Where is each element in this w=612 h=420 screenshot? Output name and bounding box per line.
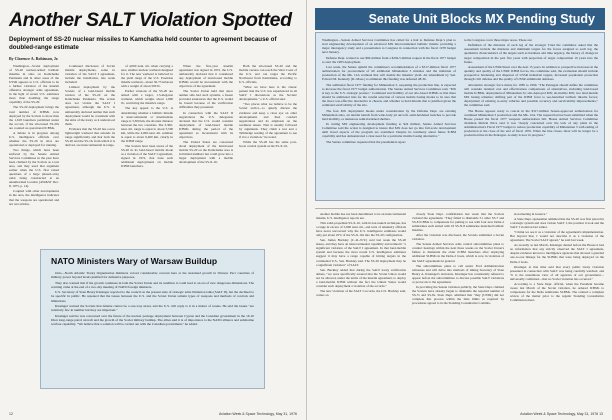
paragraph: As recently as last March, Kissinger denied before the House it had no information that any strictly observed the SALT I agreement, despite evidence known to intelligence agencies that showed a guarded one-to-one linkage for the SLBMs that were being deployed on the Delta-2 boats.: [510, 243, 604, 264]
paragraph: to the Congress cover three major areas. These are:: [464, 38, 533, 42]
paragraph: Alternative strategic force mixes for 1985 to 1990. "The Pentagon should define the committee will consider detailed cost and effectiveness comparisons of alternatives, including land-based mobile ICBMs, deployment of Minuteman 3s; silo-deployed MX; air-mobile MX; two land-mobile MX basing schemes; shifting part of the ICBM force to sea-launched ballistic missile forces; deployment of existing re-entry vehicles and possible accuracy and survivability improvements," the committee said.: [464, 82, 598, 108]
page-number: 12: [9, 412, 13, 416]
article-column-8: [510, 212, 604, 406]
paragraph: Both the silo-based SS-20 and the mobile version can reach the West Coast of the U.S. and can target the Pacific Northwest from Kamchatka, according to U.S. officials.: [239, 64, 297, 85]
article-column-2: [65, 64, 115, 246]
paragraph: Continued disclosure of Soviet missile deployments, some in violation of the SALT I agreement, include the installation, late week included:: [65, 64, 115, 85]
paragraph: Last week, the Senate upheld the committee's recommendation of a $317-million fiscal 1977 authorization for procurement of 60 additional Minuteman 3 missiles and the initiation of production of the Mk. 12A warhead that will double the missiles' yield. An amendment by Sen. Edward M. Kennedy (D.-Mass.) to eliminate this funding was defeated 48-36.: [322, 64, 456, 82]
article-column-5: [239, 64, 297, 246]
sidebar-box: [40, 249, 265, 389]
paragraph: The Senate committee requested that the presidential report: [326, 139, 406, 144]
paragraph: When the five-year interim agreement was signed in 1972, the U.S. unilaterally declared that it considered any deployment of land-based mobile ICBMs would be inconsistent with the objectives of the agreement.: [179, 64, 233, 89]
paragraph: The Soviet Union held that since neither side had such systems, a freeze provided assurances that the U.S. would be bound because of the verification difficulties they presented.: [179, 89, 233, 110]
paragraph: U.S. Secretary of State Henry Kissinger reported to the council on the present state of strategic arms limitation talks (SALT II), but the declined to be specific in public. He repeated that the issues between the U.S. and the Soviet Union remain types of weapons and methods of controls and limitations.: [51, 290, 254, 303]
paragraph: Sen. James Buckley (C.-R.-N.Y.) said last week the SS-20 issues, and they have an intercontinental capability and termed it "a significant violation of the SALT I agreement. In that land-mobile system and because the most recent U.S. intelligence estimates suggest it may have a range capable of hitting targets in the continental U.S., Sen. Buckley said. The SS-20 deployment may be a significant violation" of SALT.: [316, 238, 406, 267]
article-column-3: [121, 64, 173, 246]
paragraph: They also warned that if the growth continues in both the Soviet Union and its satellites it could lead to an era of new dangerous dimensions. The warning came at the end of a two-day meeting of NATO foreign ministers.: [51, 280, 254, 289]
right-page: [306, 0, 612, 420]
paragraph: According to a State Dept. official, when the President became aware last March of the Soviet violation, he ordered ICBMs to compensate for the Delta submarine SLBMs. The ordered a complete review of the matter prior to the regular Standing Consultative Commission meet-: [510, 281, 604, 302]
paragraph: of 4,000 naut. mi. when carrying a new, smaller nuclear warhead designed for it. The new warhead is believed in the yield range of the U.S. Poseidon missile warhead—about 50-75 kilotons with a weight of about 500 lb.: [121, 64, 173, 89]
article-column-6: [316, 212, 406, 406]
paragraph: The Soviets have been aware of the SS-20 in its land-based mobile mode as a violation of the SALT I agreement, signed in 1972, that bans such additional deployments on mobile ICBM launchers.: [121, 143, 173, 169]
article-column-1: [9, 64, 59, 246]
paragraph: The SS-20 deployment brings the total number of ICBMs now deployed by the Soviets to more than the 1,618 launchers permitted under the accord, if the silo-based SS-20s are counted as operational ICBMs.: [9, 105, 59, 130]
paragraph: Kissinger at that time said that every public treaty violation presented in connection with SALT was being carefully watched, and "it is the unanimous view of all agencies of our government—universally confirmed—that no Soviet violation has occurred.": [510, 264, 604, 281]
paragraph: Evidence that the SS-20 has a new lightweight warhead that extends its range significantly and that both the SS-20 and the SS-16, from which it is derived, are intercontinental in range.: [65, 126, 115, 147]
paragraph: sion meeting in Geneva.": [514, 212, 548, 216]
paragraph: Washington—Soviet deployment of SS-20 nuclear-armed ballistic missiles in silos on Kamchatka Peninsula and in other areas of the USSR appears to U.S. officials to be a further violation of the interim offensive strategic arms agreement, in the light of recent U.S. estimates more than doubling the range capability of the SS-20.: [9, 64, 59, 105]
byline: By Clarence A. Robinson, Jr.: [9, 56, 59, 61]
paragraph: A debate is in progress among U.S. intelligence officials over whether the SS-20 in silos are operational or deployed for training.: [9, 130, 59, 147]
paragraph: another mobile has not been determined to be an intercontinental missile, U.S. intelligence reports are.: [316, 212, 406, 221]
article-column-4: [179, 64, 233, 246]
paragraph: Oslo—North Atlantic Treaty Organization ministers voiced considerable concern here at the sustained growth in Warsaw Pact countries of military power beyond levels justified for defensive purposes.: [51, 271, 254, 280]
paragraph: Defense Dept. wanted to use $84 million from a $294.5 million request in the fiscal 1977 budget to start the 1983 deployment.: [322, 55, 456, 64]
paragraph: Washington—Senate Armed Services Committee has called for a halt to Defense Dept.'s plan to start engineering development of an advanced MX intercontinental ballistic missile providing a major interagency study and a presentation to Congress in connection with the fiscal 1978 budget next January.: [322, 38, 456, 55]
sidebar-title: NATO Ministers Wary of Warsaw Buildup: [51, 256, 218, 266]
paragraph: Assessment of the USSR threat over the next 15 years. In addition to prospective increases in the quantity and quality of the USSR ICBM forces, the committee said, the evaluation should include prospective hardening and dispersal of USSR industrial targets, increased population protection through civil defense and the quality of USSR antimissile defenses.: [464, 64, 598, 82]
paragraph: The United States are concerned about deployment of the land-based mobile SS-20 on the Kamchatka area is in limited numbers but could grow into a larger deployment with a mobile development of the SS-X-16.: [179, 139, 233, 165]
paragraph: closely State Dept. confirmation last week that the Soviets violated the agreement. "They failed to dismantle 51 older SS-7 and SS-8 ICBMs to compensate for putting to sea with four new Delta-2 submarines each armed with 16 SS-N-8 submarine-launched ballistic missiles.: [412, 212, 504, 233]
paragraph: The subcommittee plans to call senior Ford Administration witnesses and will delve into methods of timing Secretary of State Henry A. Kissinger's decisions. Kissinger has consistently refused to appear before the subcommittee to discuss possible SALT violations or protocols to the agreement.: [412, 263, 504, 284]
paragraph: In providing the Senate violation publicly, the State Dept. claimed the Soviets have already begun to dismantle the required number of SS-7s and SS-8s. State Dept. admitted that "they [USSR] did not complete this process within the time limits as required by procedures agreed to in the Standing Consultative Commis-: [412, 284, 504, 305]
paragraph: The four MX deployment modes under consideration by the Defense Dept. are existing Minuteman silos, air mobile launch from wide-body jet aircraft, semi-hardened trenches to provide land mobility, or numerous semi-hardened shelters.: [322, 108, 456, 121]
paragraph: Definition of the missions of each leg of the strategic Triad the committee asked that the assessment include the missions and minimum targets for the forces assigned to each leg, the qualitative characteristics of the targets such as hardness and time urgency, the history of change in target composition in the past five years with projection of target composition 10 years into the future.: [464, 43, 598, 64]
page-headline: Another SALT Violation Spotted: [9, 9, 292, 31]
page-footer: Aviation Week & Space Technology, May 31, 1976: [219, 412, 297, 416]
box-column-1: [322, 38, 456, 198]
paragraph: In cutting MX engineering development funding to $24 million, Senate Armed Services Committee said the action is designed to insure that MX does not go into full-scale development until broad aspects of the program are examined. Despite its testimony about future ICBM capability and has demonstrated a clear need for a particular mobile basing alternative.": [322, 121, 456, 139]
paragraph: A State Dept. spokesman admitted that the SS-20 was first placed in a strategic system and does violate SALT I, the position it took and the SALT I violation last winter.: [510, 217, 604, 230]
paragraph: "I think we see it as a violation of the agreement's implementation. But beyond that, I would not describe it as a violation of the agreement. The Soviet SALT agreed," he said last week.: [510, 230, 604, 243]
paragraph: The key appeal to the U.S. is determining whether a ballistic missile is intercontinental or intermediate range is 3,300 km, the shortest distance between the two countries. The 3,300-naut. mi. range is equal to about 5,500 km, while the 4,000-naut. mi. estimate is equal to about 6,400 km, clearly in the ICBM range.: [121, 106, 173, 143]
paragraph: The additional fiscal 1977 funding for Minuteman 3, reopening the production line, is expected to increase the fiscal 1977 budget authorization. The Senate Armed Services Committee said, "MX is key to the U.S. strategic posture." Continued survivability of our silo-based ICBMs as that there should be additional tries for the careful selection of various mobile basing modes to be sure that the most cost-effective alternative is chosen, and whether to hold missile that is justified given the estimated survivability of the silo.: [322, 82, 456, 108]
paragraph: "Two places what we believe to be the Soviet tactics—to quietly discuss the evidence and keep a close eye on other developments and then conduct negotiations and its emphasis on the readiness issues. That is usually followed by arguments. They claim a test and a Tallmadge reading of the agreement to see if it is a violation," he noted.: [239, 102, 297, 139]
paragraph: The Senate Armed Services arms control subcommittee plans to conduct hearings within the next three weeks on the Soviet Union's failure to dismantle the older ICBM launchers after deploying additional SLBMs in the Delta-2 boats, which is now in violation of the SALT agreements in general.: [412, 242, 504, 263]
paragraph: Coupled with other developments in the area, the intelligence indicates that the weapons are operational and not test articles.: [9, 189, 59, 206]
paragraph: While the SS-20 has the same post-boost control system as the SS-X-16,: [239, 139, 297, 148]
paragraph: The House appears ready to concur in the $317-million Senate-approved authorization for continued Minuteman 3 production and the Mk. 12A. The request had not been submitted when the House passed the fiscal 1977 weapons authorization bill. House Armed Services Committee chairman Melvin Price said it was "deeply concerned over the lack of any plans in the Administration's Fiscal 1977 budget to reduce production capability of Minuteman 3 with ending of production at the close of the end of fiscal 1976. When the line closes, there will no longer be a production line in the Pentagon. A study is now in progress.": [464, 108, 598, 138]
boxed-article: [315, 32, 605, 201]
paragraph: Kissinger warned the Soviets that détente cannot be a one-way street, and the U.S. will reply to it in a matter of weeks. He said the issues "are relatively few in number but they are important.": [51, 304, 254, 313]
box-column-2: [464, 38, 598, 198]
paragraph: Sen. Buckley added that during the SALT treaty verification debate, "we were specifically assured that the Soviet Union would not be allowed, under the terms of the interim agreement, to deploy a land-mobile ICBM without the fact the United States would consider such deployment a violation of the accords.": [316, 267, 406, 288]
paragraph: "What we have here is the classic pattern that the U.S. has experienced in all SALT I discussions as the Soviets' developments," a U.S. official said.: [239, 85, 297, 102]
paragraph: Limited deployment by the Soviets of a land-based mobile version of the SS-20 on the Kamchatka Peninsula. The action does not violate the SALT I agreement, although the U.S. is unilaterally declared neither that such deployment would be consistent with the aims of the treaty as it understood them.: [65, 85, 115, 126]
article-column-7: [412, 212, 504, 406]
paragraph: Two things, which have been surfaced by the Senate Armed Services Committee in the past have been claimed by the Soviets as a test area, and they used that argument earlier when the U.S. first raised questions of a large phased-array radar being constructed at an unauthorized location (AW&ST Dec. 8, 1975, p. 14).: [9, 147, 59, 189]
subheadline: Deployment of SS-20 nuclear missiles to Kamchatka held counter to agreement because of doubled-range estimate: [9, 36, 277, 51]
paragraph: Earlier versions of the SS-20 are armed with a larger, 1.5-megaton warhead, which weighs about 1,000 lb., restricting the missile's range.: [121, 89, 173, 106]
paragraph: Kissinger said he was concerned over the future of the nuclear package deployment between Cyprus and the Canadian government in the 16-10 Dion long-range patrol aircraft and the growth of the Soviet military buildup. The allies said it is of importance to the NATO alliance and submarine warfare capability. "We believe that a solution will be carried out with the Canadian government," he added.: [51, 313, 254, 327]
divider: [315, 208, 605, 209]
sidebar-body: [51, 271, 254, 327]
paragraph: The new violation of the SALT I accords, the U.S. Buckley said, comes on: [316, 288, 406, 297]
paragraph: This solid-propellant SS-X-16, with its hot-launch technique, has a range in excess of 5,000 naut. mi., and tests of telemetry officials have never uncovered why the U.S. intelligence estimates would only put about 25% of the SS-X-16s into the SS-20 configuration.: [316, 221, 406, 238]
paragraph: After the violation was disclosed, the Soviets submitted a Soviet violation.: [412, 233, 504, 242]
box-headline: Senate Unit Blocks MX Pending Study: [368, 12, 595, 26]
page-footer: Aviation Week & Space Technology, May 31, 1976 13: [520, 412, 603, 416]
headline-banner: [315, 8, 605, 30]
paragraph: In connection with the SALT II negotiations the U.S. delegation declared that the U.S. would consider deployment of land-based mobile ICBMs during the period of the agreement as inconsistent with its objectives.: [179, 110, 233, 139]
